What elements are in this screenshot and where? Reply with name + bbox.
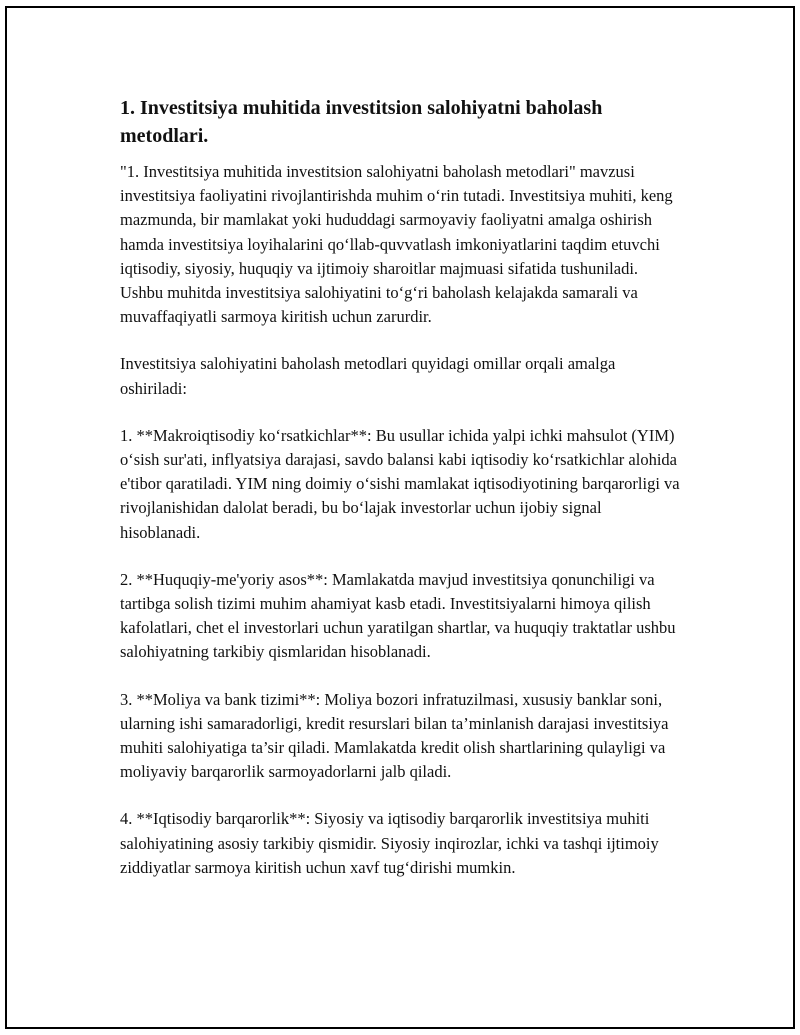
document-title: 1. Investitsiya muhitida investitsion salohiyatni baholash metodlari. <box>120 97 603 147</box>
paragraph-intro: "1. Investitsiya muhitida investitsion salohiyatni baholash metodlari" mavzusi investitsiya faoliyatini rivojlantirishda muhim o‘rin tutadi. Investitsiya muhiti, keng mazmunda, bir mamlakat yoki hududdagi sarmoyaviy faoliyatni amalga oshirish hamda investitsiya loyihalarini qo‘llab-quvvatlash imkoniyatlarini taqdim etuvchi iqtisodiy, siyosiy, huquqiy va ijtimoiy sharoitlar majmuasi sifatida tushuniladi. Ushbu muhitda investitsiya salohiyatini to‘g‘ri baholash kelajakda samarali va muvaffaqiyatli sarmoya kiritish uchun zarurdir. <box>120 162 673 327</box>
paragraph-item-3: 3. **Moliya va bank tizimi**: Moliya bozori infratuzilmasi, xususiy banklar soni, ularning ishi samaradorligi, kredit resurslari bilan ta’minlanish darajasi investitsiya muhiti salohiyatiga ta’sir qiladi. Mamlakatda kredit olish shartlarining qulayligi va moliyaviy barqarorlik sarmoyadorlarni jalb qiladi. <box>120 689 669 782</box>
paragraph-methods-lead: Investitsiya salohiyatini baholash metodlari quyidagi omillar orqali amalga oshiriladi: <box>120 354 616 398</box>
paragraph-item-4: 4. **Iqtisodiy barqarorlik**: Siyosiy va iqtisodiy barqarorlik investitsiya muhiti salohiyatining asosiy tarkibiy qismidir. Siyosiy inqirozlar, ichki va tashqi ijtimoiy ziddiyatlar sarmoya kiritish uchun xavf tug‘dirishi mumkin. <box>120 809 659 877</box>
paragraph-item-2: 2. **Huquqiy-me'yoriy asos**: Mamlakatda mavjud investitsiya qonunchiligi va tartibga solish tizimi muhim ahamiyat kasb etadi. Investitsiyalarni himoya qilish kafolatlari, chet el investorlari uchun yaratilgan shartlar, va huquqiy traktatlar ushbu salohiyatning tarkibiy qismlaridan hisoblanadi. <box>120 569 676 662</box>
document-page <box>5 6 795 1029</box>
document-content <box>120 94 680 903</box>
paragraph-item-1: 1. **Makroiqtisodiy ko‘rsatkichlar**: Bu usullar ichida yalpi ichki mahsulot (YIM) o‘sish sur'ati, inflyatsiya darajasi, savdo balansi kabi iqtisodiy ko‘rsatkichlar alohida e'tibor qaratiladi. YIM ning doimiy o‘sishi mamlakat iqtisodiyotining barqarorligi va rivojlanishidan dalolat beradi, bu bo‘lajak investorlar uchun ijobiy signal hisoblanadi. <box>120 425 680 542</box>
